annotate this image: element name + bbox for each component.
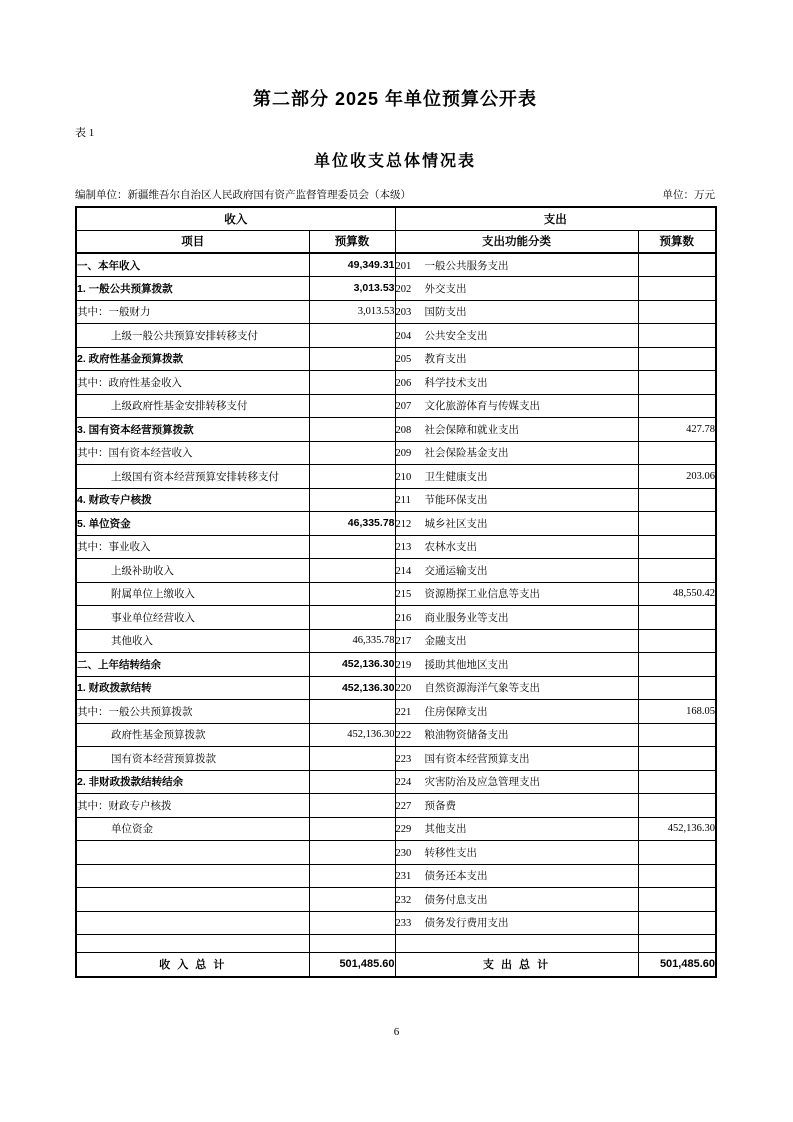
table-title: 单位收支总体情况表 <box>313 153 476 170</box>
income-total-label: 收 入 总 计 <box>76 953 309 977</box>
income-amount-cell <box>309 535 395 559</box>
expense-item-cell <box>395 700 638 724</box>
expense-amount-cell <box>638 347 716 371</box>
expense-function-label: 债务还本支出 <box>424 871 488 883</box>
income-item-cell <box>76 841 309 865</box>
expense-function-label: 科学技术支出 <box>424 377 488 389</box>
total-row <box>76 953 716 977</box>
expense-amount-cell <box>638 794 716 818</box>
expense-function-label: 资源勘探工业信息等支出 <box>424 589 540 601</box>
expense-function-label: 自然资源海洋气象等支出 <box>424 683 540 695</box>
expense-amount-cell <box>638 841 716 865</box>
column-header-income-budget: 预算数 <box>309 230 395 253</box>
expense-function-code: 208 <box>395 424 412 436</box>
expense-item-cell <box>395 418 638 442</box>
table-row <box>76 911 716 935</box>
expense-total-amount: 501,485.60 <box>638 953 716 977</box>
income-amount-cell <box>309 465 395 489</box>
expense-item-cell <box>395 253 638 277</box>
table-row <box>76 324 716 348</box>
expense-amount-cell <box>638 535 716 559</box>
table-row <box>76 629 716 653</box>
income-item-cell: 一、本年收入 <box>76 253 309 277</box>
table-row <box>76 300 716 324</box>
income-item-cell: 其中：国有资本经营收入 <box>76 441 309 465</box>
table-row <box>76 559 716 583</box>
expense-function-label: 灾害防治及应急管理支出 <box>424 777 540 789</box>
table-row <box>76 841 716 865</box>
expense-section-header: 支出 <box>395 207 716 230</box>
table-row <box>76 441 716 465</box>
income-amount-cell <box>309 324 395 348</box>
page-number: 6 <box>393 1025 400 1038</box>
column-header-item: 项目 <box>76 230 309 253</box>
expense-function-code: 224 <box>395 777 412 789</box>
income-amount-cell <box>309 582 395 606</box>
expense-function-label: 预备费 <box>424 800 456 812</box>
expense-item-cell <box>395 629 638 653</box>
income-amount-cell <box>309 794 395 818</box>
expense-function-code: 219 <box>395 659 412 671</box>
income-amount-cell <box>309 559 395 583</box>
income-section-header: 收入 <box>76 207 395 230</box>
income-item-cell: 2. 政府性基金预算拨款 <box>76 347 309 371</box>
table-row <box>76 653 716 677</box>
expense-item-cell <box>395 841 638 865</box>
expense-function-label: 农林水支出 <box>424 542 477 554</box>
expense-function-label: 城乡社区支出 <box>424 518 488 530</box>
expense-function-label: 债务发行费用支出 <box>424 918 509 930</box>
table-row <box>76 512 716 536</box>
table-row <box>76 817 716 841</box>
income-item-cell: 国有资本经营预算拨款 <box>76 747 309 771</box>
income-amount-cell <box>309 488 395 512</box>
expense-function-code: 204 <box>395 330 412 342</box>
table-row <box>76 347 716 371</box>
expense-amount-cell <box>638 277 716 301</box>
expense-amount-cell <box>638 488 716 512</box>
income-amount-cell: 3,013.53 <box>309 300 395 324</box>
expense-item-cell <box>395 935 638 953</box>
income-item-cell: 2. 非财政拨款结转结余 <box>76 770 309 794</box>
expense-function-code: 229 <box>395 824 412 836</box>
expense-function-code: 212 <box>395 518 412 530</box>
expense-item-cell <box>395 488 638 512</box>
expense-amount-cell <box>638 770 716 794</box>
table-number-label: 表 1 <box>75 127 95 139</box>
part-title: 第二部分 2025 年单位预算公开表 <box>252 89 538 109</box>
expense-function-label: 其他支出 <box>424 824 467 836</box>
expense-item-cell <box>395 606 638 630</box>
table-column-header-row <box>76 230 716 253</box>
expense-function-label: 外交支出 <box>424 283 467 295</box>
income-amount-cell <box>309 418 395 442</box>
table-row <box>76 418 716 442</box>
expense-item-cell <box>395 582 638 606</box>
expense-amount-cell <box>638 747 716 771</box>
expense-function-label: 粮油物资储备支出 <box>424 730 509 742</box>
column-header-expense-budget: 预算数 <box>638 230 716 253</box>
table-row <box>76 371 716 395</box>
income-item-cell <box>76 888 309 912</box>
expense-function-label: 社会保障和就业支出 <box>424 424 519 436</box>
table-meta-row <box>75 189 715 202</box>
expense-item-cell <box>395 911 638 935</box>
income-item-cell: 其中：一般财力 <box>76 300 309 324</box>
income-item-cell <box>76 911 309 935</box>
budget-summary-table <box>75 206 717 978</box>
income-amount-cell <box>309 770 395 794</box>
income-amount-cell <box>309 394 395 418</box>
income-amount-cell <box>309 911 395 935</box>
expense-function-label: 教育支出 <box>424 354 467 366</box>
expense-function-code: 220 <box>395 683 412 695</box>
table-row <box>76 606 716 630</box>
income-item-cell: 5. 单位资金 <box>76 512 309 536</box>
expense-function-label: 交通运输支出 <box>424 565 488 577</box>
expense-amount-cell <box>638 935 716 953</box>
income-amount-cell: 3,013.53 <box>309 277 395 301</box>
expense-item-cell <box>395 559 638 583</box>
expense-amount-cell <box>638 441 716 465</box>
expense-item-cell <box>395 347 638 371</box>
income-item-cell: 附属单位上缴收入 <box>76 582 309 606</box>
expense-function-label: 卫生健康支出 <box>424 471 488 483</box>
expense-function-code: 233 <box>395 918 412 930</box>
expense-function-label: 国有资本经营预算支出 <box>424 753 530 765</box>
income-item-cell: 二、上年结转结余 <box>76 653 309 677</box>
income-amount-cell: 452,136.30 <box>309 653 395 677</box>
table-row <box>76 488 716 512</box>
table-row <box>76 770 716 794</box>
income-item-cell: 上级政府性基金安排转移支付 <box>76 394 309 418</box>
table-row <box>76 465 716 489</box>
income-item-cell: 单位资金 <box>76 817 309 841</box>
income-item-cell: 上级补助收入 <box>76 559 309 583</box>
income-amount-cell <box>309 747 395 771</box>
expense-function-code: 209 <box>395 448 412 460</box>
expense-function-code: 210 <box>395 471 412 483</box>
expense-item-cell <box>395 676 638 700</box>
table-row <box>76 582 716 606</box>
expense-item-cell <box>395 512 638 536</box>
expense-function-label: 一般公共服务支出 <box>424 260 509 272</box>
expense-item-cell <box>395 747 638 771</box>
expense-function-code: 206 <box>395 377 412 389</box>
income-item-cell: 1. 财政拨款结转 <box>76 676 309 700</box>
income-amount-cell: 49,349.31 <box>309 253 395 277</box>
expense-amount-cell <box>638 300 716 324</box>
expense-function-code: 221 <box>395 706 412 718</box>
expense-item-cell <box>395 723 638 747</box>
prepared-by-label: 编制单位：新疆维吾尔自治区人民政府国有资产监督管理委员会（本级） <box>75 190 411 201</box>
expense-item-cell <box>395 371 638 395</box>
expense-function-label: 住房保障支出 <box>424 706 488 718</box>
income-amount-cell <box>309 888 395 912</box>
expense-amount-cell: 48,550.42 <box>638 582 716 606</box>
expense-function-code: 205 <box>395 354 412 366</box>
income-item-cell: 上级国有资本经营预算安排转移支付 <box>76 465 309 489</box>
income-amount-cell <box>309 935 395 953</box>
expense-function-label: 社会保险基金支出 <box>424 448 509 460</box>
income-amount-cell <box>309 606 395 630</box>
expense-function-code: 223 <box>395 753 412 765</box>
income-amount-cell <box>309 841 395 865</box>
unit-note-label: 单位：万元 <box>662 190 715 201</box>
expense-function-code: 215 <box>395 589 412 601</box>
expense-amount-cell: 168.05 <box>638 700 716 724</box>
expense-total-label: 支 出 总 计 <box>395 953 638 977</box>
expense-item-cell <box>395 394 638 418</box>
expense-function-code: 211 <box>395 495 411 507</box>
expense-item-cell <box>395 277 638 301</box>
income-amount-cell: 452,136.30 <box>309 723 395 747</box>
income-item-cell: 政府性基金预算拨款 <box>76 723 309 747</box>
expense-item-cell <box>395 653 638 677</box>
expense-function-label: 国防支出 <box>424 307 467 319</box>
income-item-cell: 4. 财政专户核拨 <box>76 488 309 512</box>
expense-function-code: 214 <box>395 565 412 577</box>
column-header-expense-function: 支出功能分类 <box>395 230 638 253</box>
expense-function-label: 公共安全支出 <box>424 330 488 342</box>
table-row <box>76 888 716 912</box>
expense-amount-cell: 203.06 <box>638 465 716 489</box>
income-amount-cell <box>309 371 395 395</box>
expense-function-label: 转移性支出 <box>424 847 477 859</box>
income-item-cell <box>76 864 309 888</box>
expense-function-label: 商业服务业等支出 <box>424 612 509 624</box>
expense-amount-cell <box>638 324 716 348</box>
expense-item-cell <box>395 324 638 348</box>
expense-amount-cell <box>638 559 716 583</box>
expense-function-label: 文化旅游体育与传媒支出 <box>424 401 540 413</box>
expense-amount-cell <box>638 629 716 653</box>
table-row <box>76 723 716 747</box>
income-amount-cell <box>309 864 395 888</box>
page-content <box>75 88 715 978</box>
income-amount-cell: 46,335.78 <box>309 512 395 536</box>
expense-item-cell <box>395 817 638 841</box>
expense-function-label: 节能环保支出 <box>424 495 488 507</box>
income-amount-cell <box>309 700 395 724</box>
expense-amount-cell <box>638 676 716 700</box>
income-amount-cell: 46,335.78 <box>309 629 395 653</box>
table-row <box>76 747 716 771</box>
income-amount-cell <box>309 441 395 465</box>
income-amount-cell <box>309 347 395 371</box>
income-total-amount: 501,485.60 <box>309 953 395 977</box>
expense-amount-cell: 427.78 <box>638 418 716 442</box>
income-item-cell: 其他收入 <box>76 629 309 653</box>
expense-amount-cell <box>638 606 716 630</box>
income-item-cell: 3. 国有资本经营预算拨款 <box>76 418 309 442</box>
income-item-cell: 其中：政府性基金收入 <box>76 371 309 395</box>
expense-function-code: 201 <box>395 260 412 272</box>
expense-function-code: 232 <box>395 894 412 906</box>
expense-amount-cell <box>638 888 716 912</box>
table-row <box>76 394 716 418</box>
table-row <box>76 864 716 888</box>
expense-function-code: 227 <box>395 800 412 812</box>
table-row <box>76 676 716 700</box>
expense-item-cell <box>395 864 638 888</box>
income-item-cell: 上级一般公共预算安排转移支付 <box>76 324 309 348</box>
expense-function-code: 217 <box>395 636 412 648</box>
table-section-header-row <box>76 207 716 230</box>
table-row <box>76 277 716 301</box>
expense-function-label: 金融支出 <box>424 636 467 648</box>
income-amount-cell <box>309 817 395 841</box>
expense-function-code: 207 <box>395 401 412 413</box>
expense-function-code: 202 <box>395 283 412 295</box>
income-item-cell: 事业单位经营收入 <box>76 606 309 630</box>
expense-function-code: 230 <box>395 847 412 859</box>
table-row <box>76 253 716 277</box>
income-amount-cell: 452,136.30 <box>309 676 395 700</box>
income-item-cell <box>76 935 309 953</box>
expense-item-cell <box>395 441 638 465</box>
expense-amount-cell <box>638 512 716 536</box>
expense-function-code: 213 <box>395 542 412 554</box>
expense-amount-cell <box>638 394 716 418</box>
income-item-cell: 其中：一般公共预算拨款 <box>76 700 309 724</box>
expense-amount-cell <box>638 653 716 677</box>
expense-function-label: 援助其他地区支出 <box>424 659 509 671</box>
expense-amount-cell <box>638 911 716 935</box>
table-row <box>76 794 716 818</box>
expense-amount-cell <box>638 723 716 747</box>
expense-amount-cell <box>638 864 716 888</box>
expense-function-code: 203 <box>395 307 412 319</box>
income-item-cell: 1. 一般公共预算拨款 <box>76 277 309 301</box>
income-item-cell: 其中：事业收入 <box>76 535 309 559</box>
table-row <box>76 700 716 724</box>
expense-item-cell <box>395 535 638 559</box>
expense-function-code: 216 <box>395 612 412 624</box>
expense-amount-cell: 452,136.30 <box>638 817 716 841</box>
expense-function-code: 231 <box>395 871 412 883</box>
expense-amount-cell <box>638 253 716 277</box>
table-row <box>76 535 716 559</box>
table-row <box>76 935 716 953</box>
expense-function-code: 222 <box>395 730 412 742</box>
expense-item-cell <box>395 888 638 912</box>
budget-table-body <box>76 253 716 953</box>
expense-item-cell <box>395 300 638 324</box>
expense-function-label: 债务付息支出 <box>424 894 488 906</box>
expense-item-cell <box>395 794 638 818</box>
expense-item-cell <box>395 465 638 489</box>
income-item-cell: 其中：财政专户核拨 <box>76 794 309 818</box>
expense-item-cell <box>395 770 638 794</box>
expense-amount-cell <box>638 371 716 395</box>
